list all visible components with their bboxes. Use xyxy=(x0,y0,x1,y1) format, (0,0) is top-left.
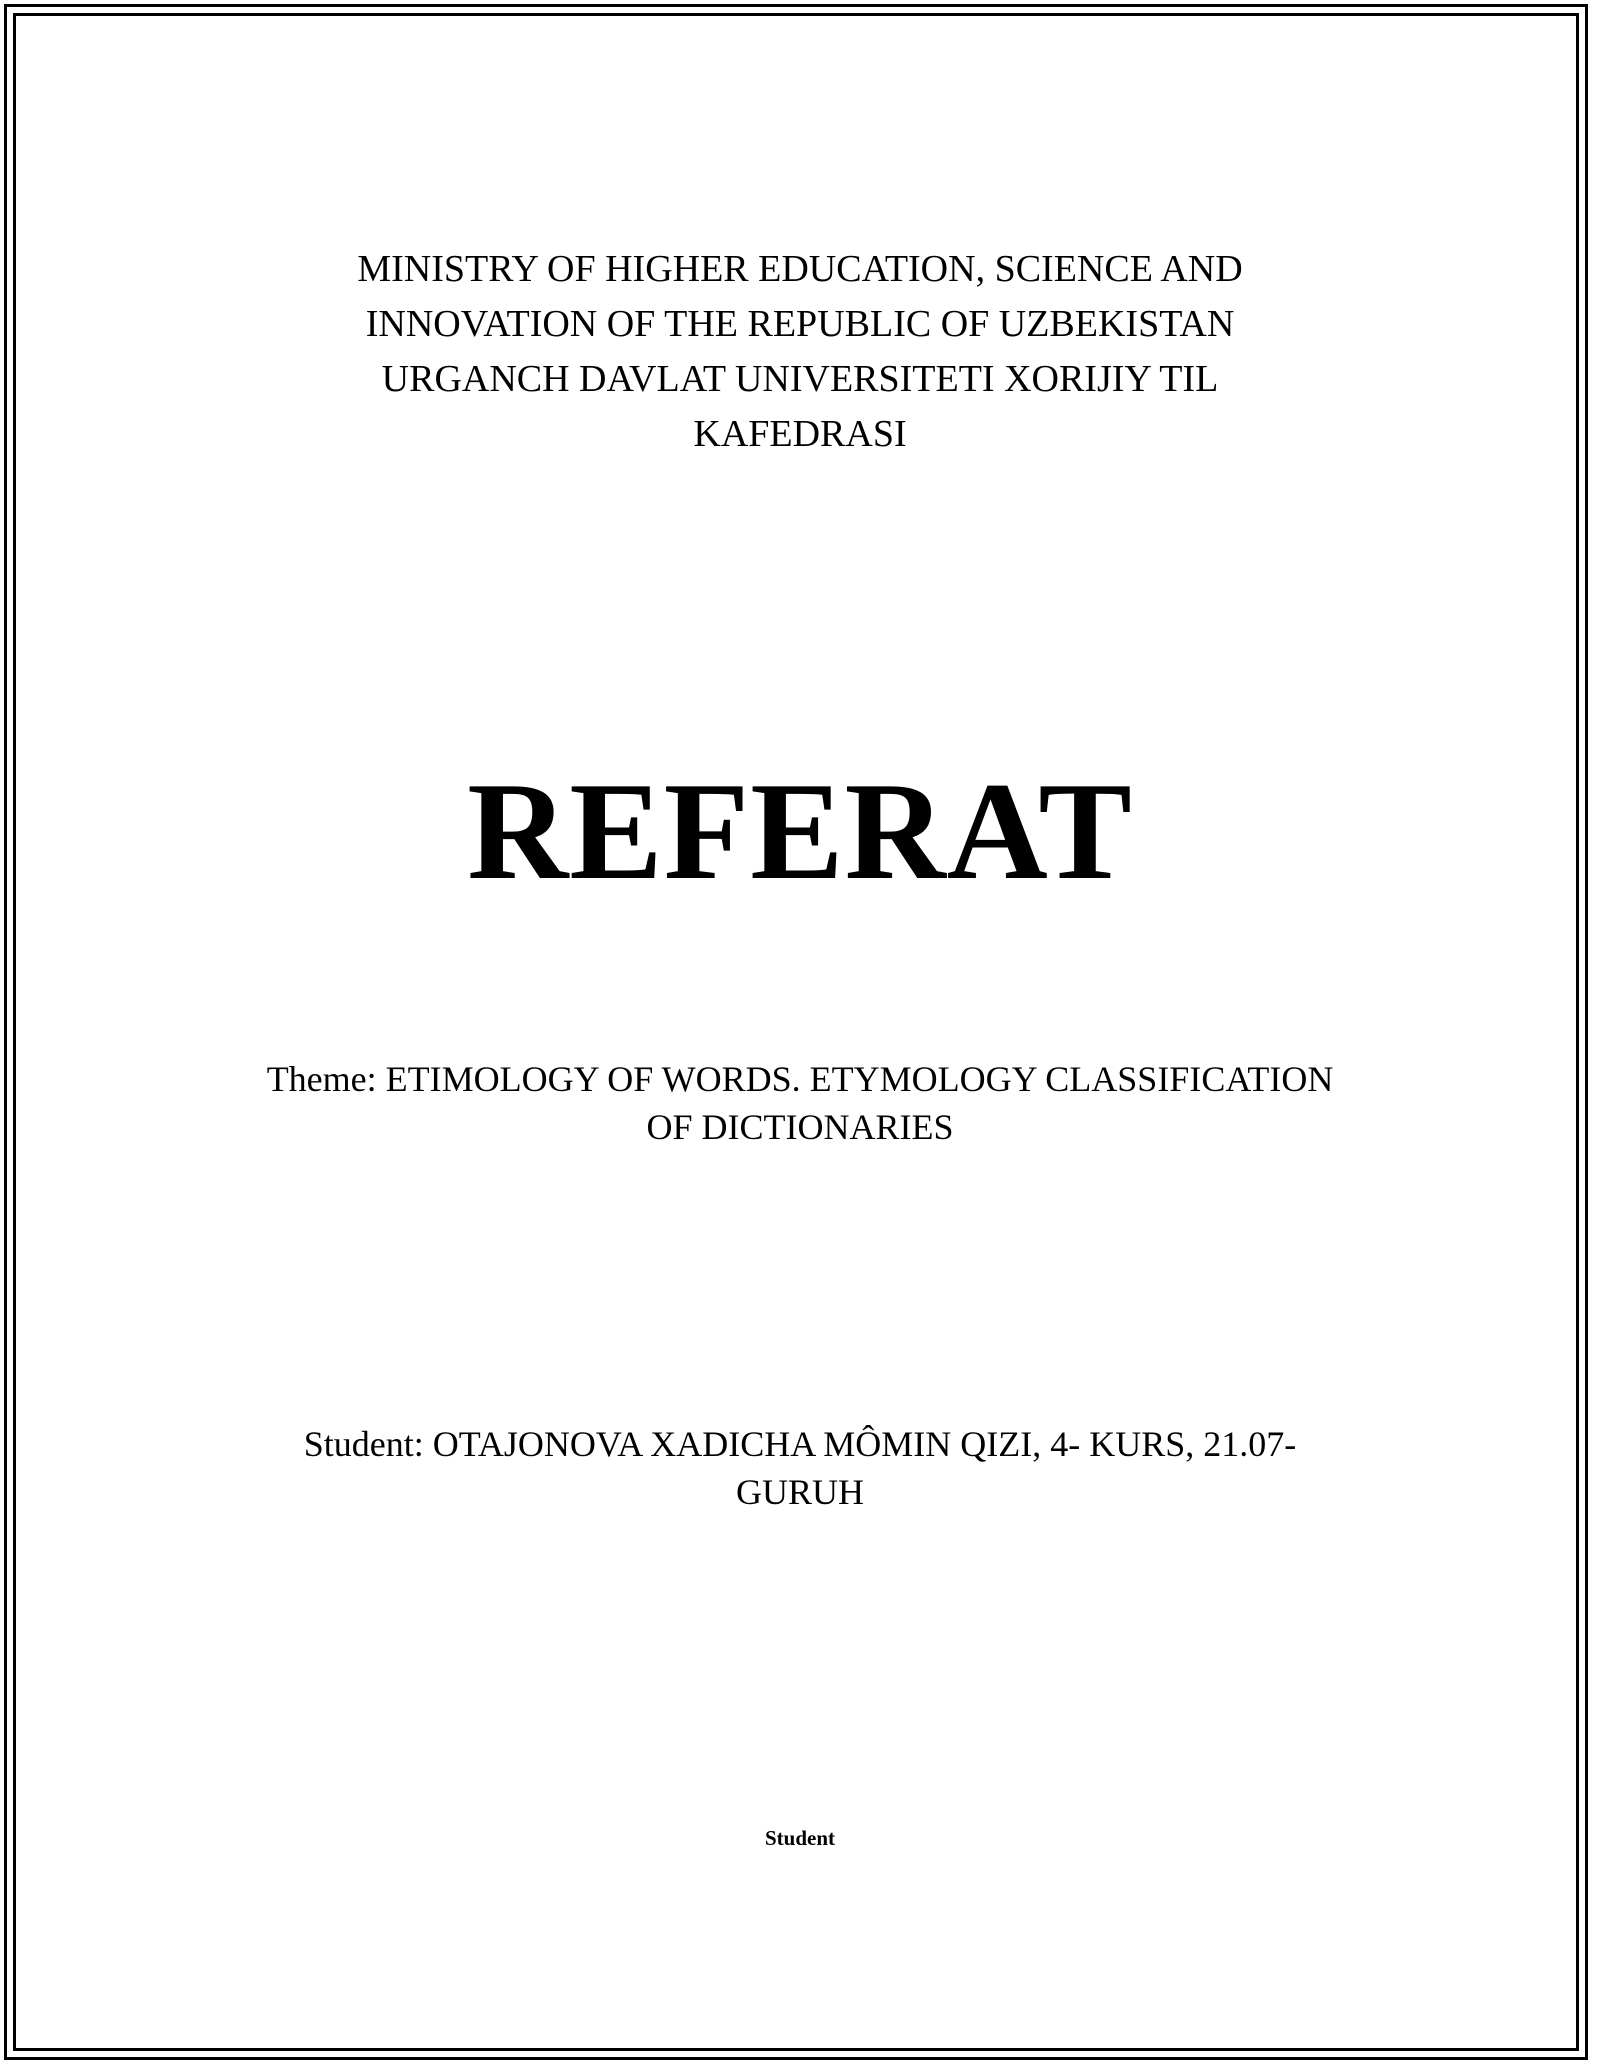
theme-line-2: OF DICTIONARIES xyxy=(646,1107,954,1147)
student-line-2: GURUH xyxy=(735,1472,864,1512)
ministry-header xyxy=(0,242,1600,462)
student-info xyxy=(0,1420,1600,1516)
ministry-line-3: URGANCH DAVLAT UNIVERSITETI XORIJIY TIL xyxy=(381,358,1219,400)
ministry-line-1: MINISTRY OF HIGHER EDUCATION, SCIENCE AND xyxy=(357,248,1243,290)
student-line-1: Student: OTAJONOVA XADICHA MÔMIN QIZI, 4- KURS, 21.07- xyxy=(303,1424,1297,1464)
ministry-line-2: INNOVATION OF THE REPUBLIC OF UZBEKISTAN xyxy=(365,303,1235,345)
footer-student-label: Student xyxy=(764,1826,836,1850)
document-title: REFERAT xyxy=(467,754,1133,909)
theme-line-1: Theme: ETIMOLOGY OF WORDS. ETYMOLOGY CLASSIFICATION xyxy=(266,1059,1334,1099)
theme-text xyxy=(0,1055,1600,1151)
ministry-line-4: KAFEDRASI xyxy=(693,413,907,455)
